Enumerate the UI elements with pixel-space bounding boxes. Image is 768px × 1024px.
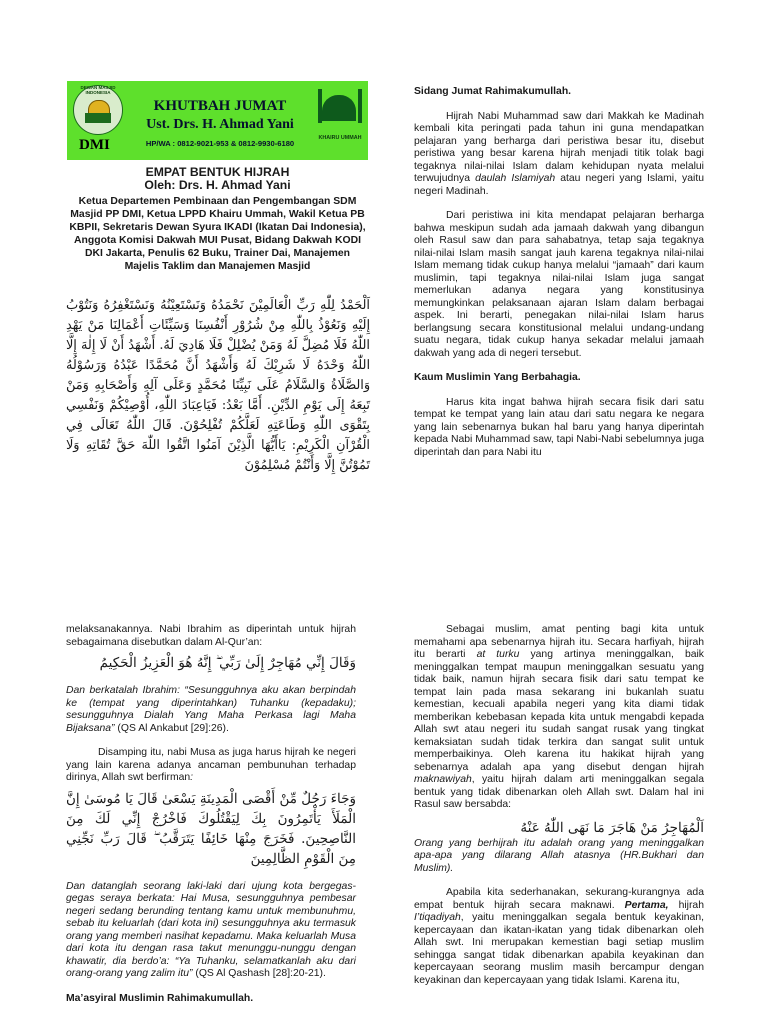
hadith-translation: Orang yang berhijrah itu adalah orang yang meninggalkan apa-apa yang dilarang Allah atasnya (HR.Bukhari dan Muslim). bbox=[414, 837, 704, 874]
paragraph: Hijrah Nabi Muhammad saw dari Makkah ke Madinah kembali kita peringati pada tahun ini guna mendapatkan pelajaran yang berharga dari peristiwa besar itu, disebut peristiwa yang besar karena hijrah menjadi titik tolak bagi tegaknya nilai-nilai Islam dalam kehidupan nyata melalui terwujudnya daulah Islamiyah atau negeri yang Islami, yaitu negeri Madinah. bbox=[414, 110, 704, 197]
document-author: Oleh: Drs. H. Ahmad Yani bbox=[144, 178, 291, 192]
dmi-logo-ring-text: DEWAN MASJID INDONESIA bbox=[80, 85, 116, 95]
verse-translation: Dan datanglah seorang laki-laki dari ujung kota bergegas-gegas seraya berkata: Hai Musa, sesungguhnya pembesar negeri sedang berunding tentang kamu untuk membunuhmu, sebab itu keluarlah (dari kota ini) sesungguhnya aku termasuk orang yang memberi nasihat kepadamu. Maka keluarlah Musa dari kota itu dengan rasa takut menunggu-nunggu dengan khawatir, dia berdo’a: “Ya Tuhanku, selamatkanlah aku dari orang-orang yang zalim itu” (QS Al Qashash [28]:20-21). bbox=[66, 880, 356, 979]
arabic-opening-prayer: اَلْحَمْدُ لِلّٰهِ رَبِّ الْعَالَمِيْنَ نَحْمَدُهُ وَنَسْتَعِيْنُهُ وَنَسْتَغْفِرُهُ وَنَتُوْبُ إِلَيْهِ وَنَعُوْذُ بِاللّٰهِ مِنْ شُرُوْرِ أَنْفُسِنَا وَسَيِّئَاتِ أَعْمَالِنَا مَنْ يَهْدِ اللّٰهُ فَلَا مُضِلَّ لَهُ وَمَنْ يُضْلِلْ فَلَا هَادِيَ لَهُ. أَشْهَدُ أَنْ لَا إِلٰهَ إِلَّا اللّٰهُ وَحْدَهُ لَا شَرِيْكَ لَهُ وَأَشْهَدُ أَنَّ مُحَمَّدًا عَبْدُهُ وَرَسُوْلُهُ وَالصَّلَاةُ وَالسَّلَامُ عَلَى نَبِيِّنَا مُحَمَّدٍ وَعَلَى آلِهِ وَأَصْحَابِهِ وَمَنْ تَبِعَهُ إِلَى يَوْمِ الدِّيْنِ. أَمَّا بَعْدُ: فَيَاعِبَادَ اللّٰهِ، أُوْصِيْكُمْ وَنَفْسِي بِتَقْوَى اللّٰهِ وَطَاعَتِهِ لَعَلَّكُمْ تُفْلِحُوْنَ. قَالَ اللّٰهُ تَعَالَى فِي الْقُرْآنِ الْكَرِيْمِ: يَاأَيُّهَا الَّذِيْنَ آمَنُوا اتَّقُوا اللّٰهَ حَقَّ تُقَاتِهِ وَلَا تَمُوْتُنَّ إِلَّا وَأَنْتُمْ مُسْلِمُوْنَ bbox=[66, 298, 370, 473]
left-column-bottom bbox=[66, 624, 356, 1017]
document-title: EMPAT BENTUK HIJRAH bbox=[145, 165, 290, 179]
quran-verse-arabic: وَقَالَ إِنِّي مُهَاجِرٌ إِلَىٰ رَبِّي ۖ إِنَّهُ هُوَ الْعَزِيزُ الْحَكِيمُ bbox=[99, 655, 356, 671]
paragraph: Apabila kita sederhanakan, sekurang-kurangnya ada empat bentuk hijrah secara maknawi. Pertama, hijrah I’tiqadiyah, yaitu meninggalkan segala bentuk keyakinan, kepercayaan dan ikatan-ikatan yang tidak dibenarkan oleh Allah swt. Ini merupakan kemestian bagi setiap muslim sehingga sangat tidak dibenarkan apabila keyakinan dan kepercayaan seorang muslim masih bercampur dengan keyakinan dan kepercayaan yang tidak Islami. Karena itu, bbox=[414, 887, 704, 986]
paragraph: Harus kita ingat bahwa hijrah secara fisik dari satu tempat ke tempat yang lain atau dari satu negara ke negara yang lain sebenarnya bukan hal baru yang hanya diperintah kepada Nabi Muhammad saw, tapi Nabi-Nabi sebelumnya juga diperintah dan para Nabi itu bbox=[414, 396, 704, 458]
right-column-bottom bbox=[414, 624, 704, 999]
dmi-abbr: DMI bbox=[79, 137, 110, 153]
author-bio: Ketua Departemen Pembinaan dan Pengembangan SDM Masjid PP DMI, Ketua LPPD Khairu Ummah, Wakil Ketua PB KBPII, Sekretaris Dewan Syura IKADI (Ikatan Dai Indonesia), Anggota Komisi Dakwah MUI Pusat, Bidang Dakwah KODI DKI Jakarta, Penulis 62 Buku, Trainer Dai, Manajemen Majelis Taklim dan Manajemen Masjid bbox=[69, 196, 366, 272]
header-banner bbox=[67, 81, 368, 160]
right-column-top bbox=[414, 86, 704, 471]
paragraph: Dari peristiwa ini kita mendapat pelajaran berharga bahwa meskipun sudah ada jamaah dakwah yang dibangun oleh Rasul saw dan para sahabatnya, tetap saja tegaknya nilai-nilai Islam masih sangat jauh karena tegaknya nilai-nilai Islam memang tidak cukup hanya melalui “jamaah” dari kaum muslimin, tapi tegaknya nilai-nilai Islam juga sangat memerlukan adanya negara yang konstitusinya memungkinkan pelaksanaan ajaran Islam dalam berbagai aspek. Ini berarti, penegakan nilai-nilai Islam harus berlangsung secara konstitusional melalui undang-undang suatu negara, tidak cukup hanya sekadar melalui jamaah dakwah yang ada di negeri tersebut. bbox=[414, 210, 704, 359]
khairu-ummah-logo-text: KHAIRU UMMAH bbox=[318, 135, 362, 141]
section-heading: Kaum Muslimin Yang Berbahagia. bbox=[414, 372, 581, 383]
paragraph: Disamping itu, nabi Musa as juga harus hijrah ke negeri yang lain karena adanya ancaman pembunuhan terhadap dirinya, Allah swt berfirman: bbox=[66, 747, 356, 783]
hadith-arabic: اَلْمُهَاجِرُ مَنْ هَاجَرَ مَا نَهَى اللّٰهُ عَنْهُ bbox=[520, 819, 704, 836]
banner-title: KHUTBAH JUMAT bbox=[153, 98, 287, 114]
khairu-ummah-logo-icon bbox=[318, 89, 362, 145]
section-heading: Ma’asyiral Muslimin Rahimakumullah. bbox=[66, 992, 254, 1004]
verse-translation: Dan berkatalah Ibrahim: “Sesungguhnya aku akan berpindah ke (tempat yang diperintahkan) Tuhanku (kepadaku); sesungguhnya Dialah Yang Maha Perkasa lagi Maha Bijaksana” (QS Al Ankabut [29]:26). bbox=[66, 685, 356, 734]
banner-contact: HP/WA : 0812-9021-953 & 0812-9930-6180 bbox=[145, 139, 295, 148]
dmi-logo-icon bbox=[73, 85, 123, 135]
paragraph: melaksanakannya. Nabi Ibrahim as diperintah untuk hijrah sebagaimana disebutkan dalam Al-Qur’an: bbox=[66, 624, 356, 648]
document-header bbox=[67, 166, 368, 273]
banner-author: Ust. Drs. H. Ahmad Yani bbox=[146, 117, 294, 132]
quran-verse-arabic: وَجَاءَ رَجُلٌ مِّنْ أَقْصَى الْمَدِينَةِ يَسْعَىٰ قَالَ يَا مُوسَىٰ إِنَّ الْمَلَأَ يَأْتَمِرُونَ بِكَ لِيَقْتُلُوكَ فَاخْرُجْ إِنِّي لَكَ مِنَ النَّاصِحِينَ. فَخَرَجَ مِنْهَا خَائِفًا يَتَرَقَّبُ ۖ قَالَ رَبِّ نَجِّنِي مِنَ الْقَوْمِ الظَّالِمِينَ bbox=[66, 790, 356, 867]
section-heading: Sidang Jumat Rahimakumullah. bbox=[414, 86, 572, 97]
paragraph: Sebagai muslim, amat penting bagi kita untuk memahami apa sebenarnya hijrah itu. Secara harfiyah, hijrah itu berarti at turku yang artinya meninggalkan, baik meninggalkan tempat maupun meninggalkan sesuatu yang tidak baik, namun hijrah secara fisik dari satu tempat ke tempat lain pada masa sekarang ini bukanlah suatu kemestian, kecuali apabila negeri yang kita diami tidak memberikan kebebasan kepada kita untuk mengabdi kepada Allah swt atau negeri itu sudah sangat rusak yang tingkat kemaksiatan sudah tidak terkira dan sangat sulit untuk memperbaikinya. Oleh karena itu hakikat hijrah yang sebenarnya adalah apa yang disebut dengan hijrah maknawiyah, yaitu hijrah dalam arti meninggalkan segala bentuk yang tidak dibenarkan oleh Allah swt. Dalam hal ini Rasul saw bersabda: bbox=[414, 624, 704, 810]
